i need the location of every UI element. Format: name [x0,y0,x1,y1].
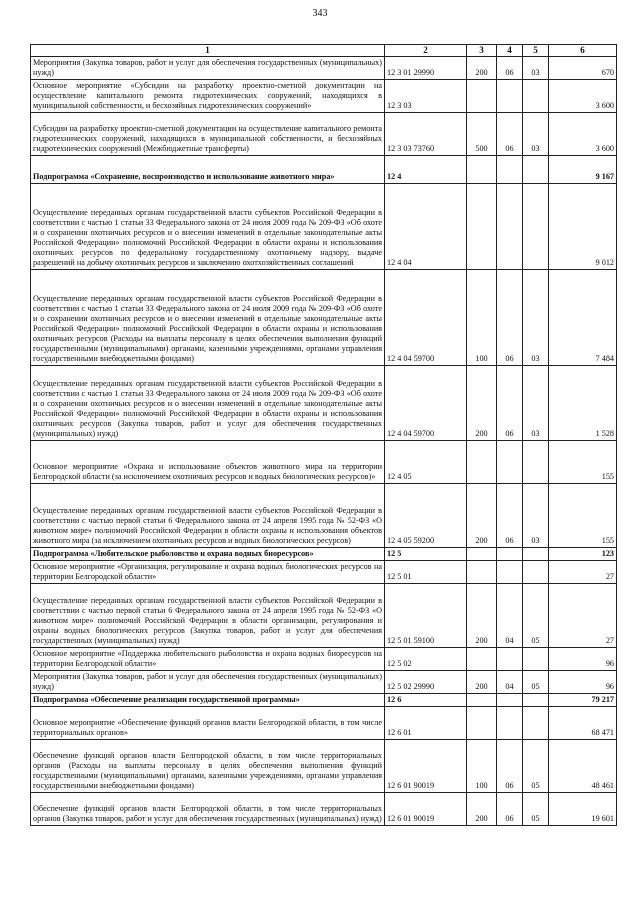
table-row [31,670,617,693]
row-vr-cell: 100 [467,739,497,792]
row-code-cell: 12 4 04 [385,183,467,269]
header-col-1: 1 [31,45,385,57]
row-name-cell: Основное мероприятие «Обеспечение функций органов власти Белгородской области, в том числе территориальных органов» [31,706,385,739]
row-rz-cell: 06 [497,483,523,547]
row-sum-cell: 7 484 [549,269,617,365]
row-code-cell: 12 4 05 [385,440,467,483]
row-name-cell: Подпрограмма «Любительское рыболовство и охрана водных биоресурсов» [31,547,385,560]
row-pr-cell: 03 [523,56,549,79]
row-rz-cell: 04 [497,670,523,693]
table-row [31,560,617,583]
row-code-cell: 12 5 [385,547,467,560]
table-row [31,706,617,739]
row-sum-cell: 96 [549,647,617,670]
row-pr-cell [523,693,549,706]
row-rz-cell: 06 [497,792,523,825]
table-row [31,792,617,825]
table-row [31,56,617,79]
row-rz-cell [497,79,523,112]
row-sum-cell: 3 600 [549,79,617,112]
row-pr-cell: 03 [523,483,549,547]
row-code-cell: 12 3 01 29990 [385,56,467,79]
row-vr-cell [467,183,497,269]
row-sum-cell: 48 461 [549,739,617,792]
row-vr-cell [467,79,497,112]
row-rz-cell [497,706,523,739]
row-pr-cell [523,647,549,670]
row-sum-cell: 155 [549,440,617,483]
row-sum-cell: 27 [549,560,617,583]
row-pr-cell [523,440,549,483]
row-pr-cell: 03 [523,269,549,365]
row-rz-cell [497,547,523,560]
row-rz-cell [497,693,523,706]
row-pr-cell: 05 [523,792,549,825]
row-pr-cell: 03 [523,112,549,155]
row-name-cell: Осуществление переданных органам государственной власти субъектов Российской Федерации в соответствии с частью 1 статьи 33 Федерального закона от 24 июля 2009 года № 209-ФЗ «Об охоте и о сохранении охотничьих ресурсов и о внесении изменений в отдельные законодательные акты Российской Федерации» полномочий Российской Федерации в области охраны и использования охотничьих ресурсов (Закупка товаров, работ и услуг для обеспечения государственных (муниципальных) нужд) [31,365,385,440]
page-number: 343 [312,8,328,19]
row-name-cell: Основное мероприятие «Охрана и использование объектов животного мира на территории Белгородской области (за исключением охотничьих ресурсов и водных биологических ресурсов)» [31,440,385,483]
row-pr-cell [523,183,549,269]
table-row [31,79,617,112]
row-sum-cell: 79 217 [549,693,617,706]
table-row [31,739,617,792]
header-col-6: 6 [549,45,617,57]
row-rz-cell: 06 [497,739,523,792]
row-name-cell: Мероприятия (Закупка товаров, работ и услуг для обеспечения государственных (муниципальных) нужд) [31,670,385,693]
row-code-cell: 12 6 01 [385,706,467,739]
row-vr-cell: 200 [467,670,497,693]
row-sum-cell: 670 [549,56,617,79]
row-sum-cell: 1 528 [549,365,617,440]
table-body [31,56,617,825]
row-code-cell: 12 3 03 [385,79,467,112]
row-vr-cell [467,647,497,670]
row-name-cell: Осуществление переданных органам государственной власти субъектов Российской Федерации в соответствии с частью 1 статьи 33 Федерального закона от 24 июля 2009 года № 209-ФЗ «Об охоте и о сохранении охотничьих ресурсов и о внесении изменений в отдельные законодательные акты Российской Федерации» полномочий Российской Федерации в области охраны и использования охотничьих ресурсов по федеральному государственному охотничьему надзору, выдаче разрешений на добычу охотничьих ресурсов и заключению охотхозяйственных соглашений [31,183,385,269]
row-vr-cell [467,693,497,706]
row-sum-cell: 68 471 [549,706,617,739]
row-sum-cell: 3 600 [549,112,617,155]
row-code-cell: 12 4 [385,155,467,183]
row-sum-cell: 27 [549,583,617,647]
row-rz-cell [497,647,523,670]
row-name-cell: Субсидии на разработку проектно-сметной документации на осуществление капитального ремонта гидротехнических сооружений, находящихся в муниципальной собственности, и бесхозяйных гидротехнических сооружений (Межбюджетные трансферты) [31,112,385,155]
row-name-cell: Осуществление переданных органам государственной власти субъектов Российской Федерации в соответствии с частью первой статьи 6 Федерального закона от 24 апреля 1995 года № 52-ФЗ «О животном мире» полномочий Российской Федерации в области организации, регулирования и охраны водных биологических ресурсов (Закупка товаров, работ и услуг для обеспечения государственных (муниципальных) нужд) [31,583,385,647]
row-pr-cell: 05 [523,670,549,693]
row-code-cell: 12 5 02 [385,647,467,670]
row-rz-cell: 06 [497,269,523,365]
row-code-cell: 12 6 01 90019 [385,792,467,825]
row-vr-cell [467,560,497,583]
header-col-2: 2 [385,45,467,57]
row-code-cell: 12 4 04 59700 [385,269,467,365]
table-row [31,155,617,183]
header-col-4: 4 [497,45,523,57]
header-col-5: 5 [523,45,549,57]
row-vr-cell: 200 [467,792,497,825]
row-pr-cell: 03 [523,365,549,440]
row-rz-cell: 06 [497,365,523,440]
row-vr-cell [467,547,497,560]
row-name-cell: Основное мероприятие «Субсидии на разработку проектно-сметной документации на осуществление капитального ремонта гидротехнических сооружений, находящихся в муниципальной собственности, и бесхозяйных гидротехнических сооружений» [31,79,385,112]
row-code-cell: 12 5 02 29990 [385,670,467,693]
row-name-cell: Мероприятия (Закупка товаров, работ и услуг для обеспечения государственных (муниципальных) нужд) [31,56,385,79]
row-sum-cell: 155 [549,483,617,547]
row-code-cell: 12 6 [385,693,467,706]
row-sum-cell: 123 [549,547,617,560]
row-vr-cell: 200 [467,56,497,79]
row-code-cell: 12 3 03 73760 [385,112,467,155]
row-rz-cell [497,440,523,483]
row-name-cell: Осуществление переданных органам государственной власти субъектов Российской Федерации в соответствии с частью 1 статьи 33 Федерального закона от 24 июля 2009 года № 209-ФЗ «Об охоте и о сохранении охотничьих ресурсов и о внесении изменений в отдельные законодательные акты Российской Федерации» полномочий Российской Федерации в области охраны и использования охотничьих ресурсов (Расходы на выплаты персоналу в целях обеспечения выполнения функций государственными (муниципальными) органами, казенными учреждениями, органами управления государственными внебюджетными фондами) [31,269,385,365]
row-name-cell: Осуществление переданных органам государственной власти субъектов Российской Федерации в соответствии с частью первой статьи 6 Федерального закона от 24 апреля 1995 года № 52-ФЗ «О животном мире» полномочий Российской Федерации в области охраны и использования объектов животного мира (за исключением охотничьих ресурсов и водных биологических ресурсов) [31,483,385,547]
table-row [31,483,617,547]
row-code-cell: 12 5 01 [385,560,467,583]
row-rz-cell: 06 [497,112,523,155]
row-vr-cell [467,155,497,183]
row-sum-cell: 9 012 [549,183,617,269]
table-row [31,693,617,706]
row-rz-cell: 06 [497,56,523,79]
table-row [31,365,617,440]
row-pr-cell [523,79,549,112]
row-vr-cell [467,706,497,739]
table-row [31,547,617,560]
row-sum-cell: 96 [549,670,617,693]
row-vr-cell [467,440,497,483]
table-row [31,440,617,483]
row-pr-cell: 05 [523,583,549,647]
table-row [31,183,617,269]
row-sum-cell: 9 167 [549,155,617,183]
row-pr-cell: 05 [523,739,549,792]
row-rz-cell [497,183,523,269]
row-rz-cell: 04 [497,583,523,647]
row-pr-cell [523,547,549,560]
row-pr-cell [523,155,549,183]
row-pr-cell [523,560,549,583]
header-col-3: 3 [467,45,497,57]
row-code-cell: 12 4 04 59700 [385,365,467,440]
row-name-cell: Основное мероприятие «Поддержка любительского рыболовства и охрана водных биоресурсов на территории Белгородской области» [31,647,385,670]
row-rz-cell [497,560,523,583]
budget-table [30,44,617,826]
table-row [31,647,617,670]
row-vr-cell: 200 [467,483,497,547]
row-vr-cell: 500 [467,112,497,155]
row-rz-cell [497,155,523,183]
row-code-cell: 12 4 05 59200 [385,483,467,547]
row-sum-cell: 19 601 [549,792,617,825]
table-row [31,583,617,647]
row-name-cell: Основное мероприятие «Организация, регулирование и охрана водных биологических ресурсов на территории Белгородской области» [31,560,385,583]
row-name-cell: Обеспечение функций органов власти Белгородской области, в том числе территориальных органов (Закупка товаров, работ и услуг для обеспечения государственных (муниципальных) нужд) [31,792,385,825]
row-code-cell: 12 5 01 59100 [385,583,467,647]
row-vr-cell: 100 [467,269,497,365]
row-name-cell: Подпрограмма «Сохранение, воспроизводство и использование животного мира» [31,155,385,183]
row-vr-cell: 200 [467,583,497,647]
table-row [31,112,617,155]
row-name-cell: Обеспечение функций органов власти Белгородской области, в том числе территориальных органов (Расходы на выплаты персоналу в целях обеспечения выполнения функций государственными (муниципальными) органами, казенными учреждениями, органами управления государственными внебюджетными фондами) [31,739,385,792]
table-header-row [31,45,617,57]
row-name-cell: Подпрограмма «Обеспечение реализации государственной программы» [31,693,385,706]
table-row [31,269,617,365]
row-vr-cell: 200 [467,365,497,440]
row-pr-cell [523,706,549,739]
row-code-cell: 12 6 01 90019 [385,739,467,792]
